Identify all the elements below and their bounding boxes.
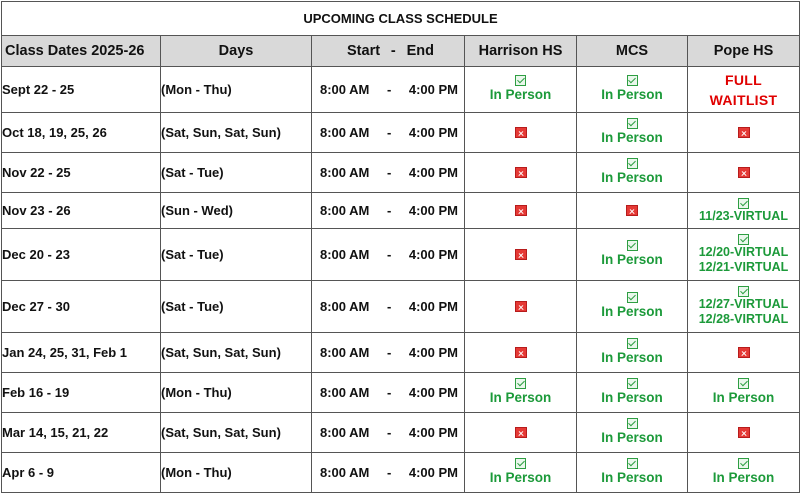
cell-pope [688, 453, 800, 493]
in-person-label: In Person [489, 470, 552, 485]
cell-pope [688, 413, 800, 453]
in-person-label: In Person [712, 470, 775, 485]
status-label: FULL [725, 71, 762, 88]
table-row [2, 113, 800, 153]
table-row [2, 453, 800, 493]
cell-harrison [465, 373, 577, 413]
cell-time [312, 229, 465, 281]
cell-class-dates: Feb 16 - 19 [2, 373, 161, 413]
time-dash: - [386, 203, 392, 218]
time-end: 4:00 PM [408, 247, 458, 262]
cell-mcs [577, 229, 688, 281]
time-start: 8:00 AM [320, 165, 370, 180]
time-dash: - [386, 425, 392, 440]
time-start: 8:00 AM [320, 125, 370, 140]
x-icon [738, 167, 750, 178]
cell-harrison [465, 281, 577, 333]
in-person-label: In Person [601, 130, 663, 145]
time-dash: - [386, 385, 392, 400]
cell-mcs [577, 413, 688, 453]
cell-harrison [465, 333, 577, 373]
table-row [2, 153, 800, 193]
cell-harrison [465, 113, 577, 153]
cell-harrison [465, 67, 577, 113]
schedule-title: UPCOMING CLASS SCHEDULE [2, 2, 800, 36]
cell-class-dates: Jan 24, 25, 31, Feb 1 [2, 333, 161, 373]
time-dash: - [386, 165, 392, 180]
time-start: 8:00 AM [320, 425, 370, 440]
cell-time [312, 67, 465, 113]
cell-class-dates: Nov 22 - 25 [2, 153, 161, 193]
time-end: 4:00 PM [408, 385, 458, 400]
in-person-label: In Person [601, 470, 663, 485]
check-icon [738, 458, 749, 469]
check-icon [738, 234, 749, 245]
x-icon [515, 205, 527, 216]
cell-harrison [465, 229, 577, 281]
cell-time [312, 413, 465, 453]
cell-pope [688, 67, 800, 113]
check-icon [738, 198, 749, 209]
time-dash: - [386, 465, 392, 480]
in-person-label: In Person [601, 390, 663, 405]
virtual-label: 12/27-VIRTUAL [698, 297, 789, 311]
schedule-body [2, 67, 800, 493]
schedule-table [1, 1, 800, 493]
table-row [2, 67, 800, 113]
time-end: 4:00 PM [408, 425, 458, 440]
header-start: Start [347, 43, 381, 59]
cell-time [312, 333, 465, 373]
time-start: 8:00 AM [320, 299, 370, 314]
virtual-label: 11/23-VIRTUAL [699, 208, 788, 223]
header-mcs: MCS [577, 36, 688, 67]
time-start: 8:00 AM [320, 345, 370, 360]
cell-harrison [465, 193, 577, 229]
time-end: 4:00 PM [408, 165, 458, 180]
cell-mcs [577, 333, 688, 373]
time-dash: - [386, 299, 392, 314]
table-row [2, 193, 800, 229]
table-row [2, 229, 800, 281]
cell-class-dates: Sept 22 - 25 [2, 67, 161, 113]
cell-time [312, 193, 465, 229]
cell-days: (Sat - Tue) [161, 153, 312, 193]
table-row [2, 373, 800, 413]
title-row [2, 2, 800, 36]
cell-mcs [577, 373, 688, 413]
in-person-label: In Person [712, 390, 775, 405]
cell-class-dates: Oct 18, 19, 25, 26 [2, 113, 161, 153]
in-person-label: In Person [489, 390, 552, 405]
cell-pope [688, 153, 800, 193]
time-dash: - [386, 82, 392, 97]
table-row [2, 333, 800, 373]
cell-mcs [577, 113, 688, 153]
check-icon [627, 378, 638, 389]
check-icon [627, 75, 638, 86]
check-icon [515, 458, 526, 469]
cell-pope [688, 373, 800, 413]
cell-class-dates: Dec 27 - 30 [2, 281, 161, 333]
x-icon [738, 127, 750, 138]
cell-time [312, 373, 465, 413]
cell-class-dates: Mar 14, 15, 21, 22 [2, 413, 161, 453]
x-icon [515, 427, 527, 438]
cell-time [312, 453, 465, 493]
header-dash: - [390, 43, 396, 59]
virtual-label: 12/20-VIRTUAL [698, 245, 789, 259]
time-end: 4:00 PM [408, 203, 458, 218]
in-person-label: In Person [601, 252, 663, 267]
time-end: 4:00 PM [408, 345, 458, 360]
table-row [2, 413, 800, 453]
cell-time [312, 113, 465, 153]
in-person-label: In Person [601, 304, 663, 319]
check-icon [627, 458, 638, 469]
time-start: 8:00 AM [320, 385, 370, 400]
cell-harrison [465, 413, 577, 453]
cell-harrison [465, 453, 577, 493]
cell-pope [688, 113, 800, 153]
cell-days: (Sat - Tue) [161, 229, 312, 281]
table-row [2, 281, 800, 333]
cell-class-dates: Nov 23 - 26 [2, 193, 161, 229]
cell-class-dates: Dec 20 - 23 [2, 229, 161, 281]
time-end: 4:00 PM [408, 125, 458, 140]
header-pope-hs: Pope HS [688, 36, 800, 67]
x-icon [515, 127, 527, 138]
virtual-label: 12/21-VIRTUAL [698, 260, 789, 274]
cell-pope [688, 333, 800, 373]
cell-harrison [465, 153, 577, 193]
cell-mcs [577, 281, 688, 333]
cell-days: (Sun - Wed) [161, 193, 312, 229]
time-dash: - [386, 125, 392, 140]
in-person-label: In Person [601, 350, 663, 365]
time-start: 8:00 AM [320, 465, 370, 480]
time-start: 8:00 AM [320, 82, 370, 97]
time-end: 4:00 PM [408, 82, 458, 97]
x-icon [738, 427, 750, 438]
cell-days: (Sat, Sun, Sat, Sun) [161, 113, 312, 153]
cell-days: (Sat, Sun, Sat, Sun) [161, 333, 312, 373]
time-end: 4:00 PM [408, 299, 458, 314]
cell-time [312, 281, 465, 333]
time-start: 8:00 AM [320, 247, 370, 262]
in-person-label: In Person [601, 430, 663, 445]
cell-pope [688, 281, 800, 333]
time-dash: - [386, 247, 392, 262]
check-icon [627, 338, 638, 349]
header-days: Days [161, 36, 312, 67]
in-person-label: In Person [489, 87, 552, 102]
header-class-dates: Class Dates 2025-26 [2, 36, 161, 67]
header-time [312, 36, 465, 67]
check-icon [627, 418, 638, 429]
cell-days: (Sat - Tue) [161, 281, 312, 333]
cell-time [312, 153, 465, 193]
x-icon [626, 205, 638, 216]
x-icon [738, 347, 750, 358]
cell-days: (Mon - Thu) [161, 67, 312, 113]
time-start: 8:00 AM [320, 203, 370, 218]
cell-days: (Mon - Thu) [161, 453, 312, 493]
in-person-label: In Person [601, 87, 663, 102]
in-person-label: In Person [601, 170, 663, 185]
x-icon [515, 347, 527, 358]
check-icon [738, 286, 749, 297]
cell-days: (Mon - Thu) [161, 373, 312, 413]
check-icon [627, 240, 638, 251]
cell-mcs [577, 453, 688, 493]
cell-mcs [577, 67, 688, 113]
check-icon [627, 118, 638, 129]
check-icon [515, 75, 526, 86]
cell-pope [688, 229, 800, 281]
check-icon [627, 158, 638, 169]
header-row [2, 36, 800, 67]
cell-pope [688, 193, 800, 229]
status-label: WAITLIST [709, 91, 778, 108]
check-icon [738, 378, 749, 389]
x-icon [515, 249, 527, 260]
time-dash: - [386, 345, 392, 360]
check-icon [627, 292, 638, 303]
virtual-label: 12/28-VIRTUAL [698, 312, 789, 326]
header-end: End [406, 43, 434, 59]
cell-class-dates: Apr 6 - 9 [2, 453, 161, 493]
check-icon [515, 378, 526, 389]
cell-mcs [577, 193, 688, 229]
x-icon [515, 301, 527, 312]
cell-days: (Sat, Sun, Sat, Sun) [161, 413, 312, 453]
header-harrison-hs: Harrison HS [465, 36, 577, 67]
time-end: 4:00 PM [408, 465, 458, 480]
cell-mcs [577, 153, 688, 193]
x-icon [515, 167, 527, 178]
